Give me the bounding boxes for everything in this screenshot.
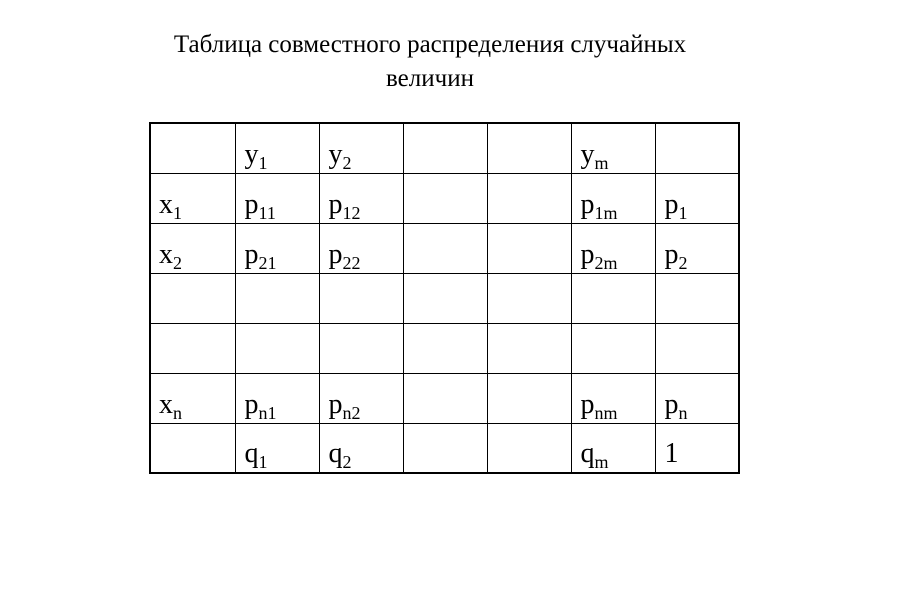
cell-symbol: p (328, 388, 343, 420)
cell-symbol: p (328, 238, 343, 270)
cell-symbol: p (580, 188, 595, 220)
table-row (150, 373, 739, 423)
table-cell (655, 123, 739, 173)
table-cell (571, 173, 655, 223)
table-cell (235, 423, 319, 473)
title-line-1: Таблица совместного распределения случайных (173, 31, 687, 58)
cell-symbol: p (664, 238, 679, 270)
table-cell (403, 373, 487, 423)
cell-subscript: 1 (173, 202, 182, 223)
table-cell (487, 123, 571, 173)
table-cell (571, 123, 655, 173)
table-cell (150, 273, 235, 323)
table-cell (571, 373, 655, 423)
cell-subscript: 21 (258, 252, 277, 273)
cell-symbol: y (328, 138, 343, 170)
cell-subscript: 22 (342, 252, 361, 273)
cell-subscript: 2 (342, 452, 352, 472)
table-cell (487, 323, 571, 373)
table-row (150, 223, 739, 273)
table-cell (655, 273, 739, 323)
cell-symbol: y (244, 138, 259, 170)
cell-symbol: x (159, 238, 173, 270)
table-cell (571, 423, 655, 473)
table-cell (319, 173, 403, 223)
cell-symbol: p (244, 188, 259, 220)
cell-subscript: 1 (258, 152, 268, 173)
table-cell (571, 323, 655, 373)
table-cell (319, 223, 403, 273)
table-cell (150, 323, 235, 373)
table-cell (235, 273, 319, 323)
cell-symbol: x (159, 388, 173, 420)
cell-symbol: q (244, 438, 259, 469)
table-cell (150, 123, 235, 173)
table-cell (150, 423, 235, 473)
cell-subscript: 1 (258, 452, 268, 472)
cell-subscript: 1 (678, 202, 688, 223)
cell-symbol: p (664, 188, 679, 220)
table-row (150, 173, 739, 223)
page-title (120, 28, 740, 96)
table-cell (235, 123, 319, 173)
table-cell (655, 173, 739, 223)
table-cell (150, 223, 235, 273)
table-row (150, 273, 739, 323)
cell-subscript: 1m (594, 202, 618, 223)
cell-subscript: 2 (342, 152, 352, 173)
table-row (150, 123, 739, 173)
cell-symbol: y (580, 138, 595, 170)
cell-symbol: p (244, 388, 259, 420)
table-cell (403, 223, 487, 273)
cell-subscript: 11 (258, 202, 276, 223)
table-cell (487, 223, 571, 273)
table-cell (235, 223, 319, 273)
table-cell (150, 373, 235, 423)
cell-subscript: 2 (678, 252, 688, 273)
cell-subscript: n (173, 402, 182, 423)
table-cell (487, 373, 571, 423)
cell-subscript: n (678, 402, 688, 423)
cell-subscript: 2 (173, 252, 182, 273)
table-cell (235, 323, 319, 373)
table-cell (319, 423, 403, 473)
cell-symbol: q (580, 438, 595, 469)
table-cell (403, 323, 487, 373)
cell-symbol: 1 (664, 438, 679, 469)
table-cell (403, 173, 487, 223)
cell-symbol: q (328, 438, 343, 469)
table-cell (319, 273, 403, 323)
table-cell (571, 223, 655, 273)
cell-symbol: x (159, 188, 173, 220)
table-cell (319, 373, 403, 423)
table-cell (403, 273, 487, 323)
joint-distribution-table (149, 122, 740, 474)
table-row (150, 323, 739, 373)
cell-symbol: p (580, 388, 595, 420)
table-cell (655, 223, 739, 273)
table-cell (319, 123, 403, 173)
cell-symbol: p (664, 388, 679, 420)
table-body (150, 123, 739, 473)
title-line-2: величин (386, 65, 474, 92)
table-cell (235, 173, 319, 223)
cell-subscript: n1 (258, 402, 277, 423)
table-row (150, 423, 739, 473)
cell-symbol: p (328, 188, 343, 220)
table-cell (655, 423, 739, 473)
cell-subscript: nm (594, 402, 618, 423)
table-cell (487, 273, 571, 323)
table-cell (403, 123, 487, 173)
table-cell (150, 173, 235, 223)
table-cell (403, 423, 487, 473)
cell-subscript: m (594, 452, 609, 472)
table-cell (487, 173, 571, 223)
table-cell (235, 373, 319, 423)
cell-subscript: n2 (342, 402, 361, 423)
cell-symbol: p (580, 238, 595, 270)
table-cell (319, 323, 403, 373)
table-cell (655, 373, 739, 423)
cell-symbol: p (244, 238, 259, 270)
table-cell (571, 273, 655, 323)
table-cell (655, 323, 739, 373)
cell-subscript: m (594, 152, 609, 173)
cell-subscript: 2m (594, 252, 618, 273)
cell-subscript: 12 (342, 202, 361, 223)
table-cell (487, 423, 571, 473)
